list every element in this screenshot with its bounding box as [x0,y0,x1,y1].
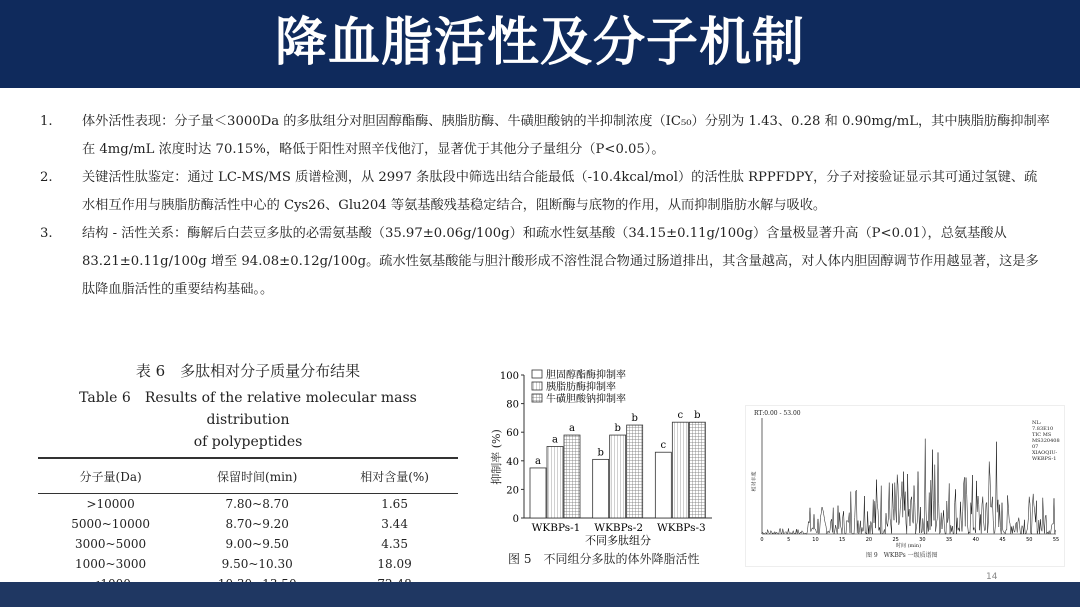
x-tick-label: WKBPs-1 [531,522,581,534]
legend-label: 牛磺胆酸钠抑制率 [546,394,626,405]
bar [530,468,546,518]
bar [655,452,671,518]
y-tick-label: 80 [506,399,519,411]
spectrum-info-label: NL: 7.83E10 TIC MS MS320408 07 XIAOQIU- WKBPS-1 [1032,420,1060,462]
table-cell: 1.65 [381,497,408,511]
bar-chart-svg [488,364,728,550]
bar-significance-letter: b [631,413,638,425]
bar [627,425,643,518]
table-row [38,494,458,515]
table-row [38,534,458,554]
table-cell: 8.70~9.20 [225,517,289,531]
spectrum-x-tick: 5 [787,537,791,543]
legend-swatch [532,382,542,390]
table-cell: 4.35 [381,537,408,551]
y-tick-label: 100 [499,371,519,382]
table-cell: 3.44 [381,517,408,531]
page-number: 14 [986,572,998,582]
footer-bar [0,582,1080,607]
bar-significance-letter: a [552,434,558,446]
mass-distribution-table-block [38,360,458,601]
y-tick-label: 60 [506,428,519,440]
bar [689,422,705,518]
table-caption-cn: 表 6 多肽相对分子质量分布结果 [135,362,361,380]
title-bar [0,0,1080,88]
spectrum-x-tick: 30 [919,537,926,543]
mass-spectrum-figure [745,405,1065,567]
table-cell: 9.00~9.50 [225,537,289,551]
table-row [38,554,458,574]
y-tick-label: 40 [506,456,519,468]
bar [672,422,688,518]
chromatogram-trace [762,439,1056,534]
item-number: 2. [40,170,53,185]
x-tick-label: WKBPs-2 [594,522,644,534]
spectrum-x-tick: 50 [1026,537,1033,543]
spectrum-x-tick: 55 [1052,537,1060,543]
table-caption-en-line1: Table 6 Results of the relative molecular mass distribution [79,390,417,428]
table-header: 相对含量(%) [331,458,458,494]
item-text: 结构 - 活性关系：酶解后白芸豆多肽的必需氨基酸（35.97±0.06g/100g）和疏水性氨基酸（34.15±0.11g/100g）含量极显著升高（P<0.01），总氨基酸从 83.21±0.11g/100g 增至 94.08±0.12g/100g。疏水性氨基酸能与胆汁酸形成不溶性混合物通过肠道排出，其含量越高，对人体内胆固醇调节作用越显著，这是多肽降血脂活性的重要结构基础。。 [82,226,1039,297]
table-header: 保留时间(min) [183,458,331,494]
spectrum-x-tick: 10 [812,537,819,543]
spectrum-x-tick: 0 [760,537,764,543]
bar [593,459,609,518]
item-text: 体外活性表现：分子量＜3000Da 的多肽组分对胆固醇酯酶、胰脂肪酶、牛磺胆酸钠的半抑制浓度（IC₅₀）分别为 1.43、0.28 和 0.90mg/mL，其中胰脂肪酶抑制率在 4mg/mL 浓度时达 70.15%，略低于阳性对照辛伐他汀，显著优于其他分子量组分（P<0.05）。 [82,114,1050,157]
table-cell: 9.50~10.30 [221,557,293,571]
y-tick-label: 20 [506,485,519,497]
spectrum-x-axis-label: 时间 (min) [896,543,922,549]
bar-significance-letter: c [660,440,667,452]
legend-label: 胰脂肪酶抑制率 [546,382,616,393]
bar-significance-letter: a [535,455,541,467]
y-tick-label: 0 [512,514,519,525]
x-axis-label: 不同多肽组分 [585,534,651,547]
list-item [40,164,1050,220]
list-item [40,220,1050,304]
spectrum-x-tick: 35 [945,537,953,543]
list-item [40,108,1050,164]
table-cell: 7.80~8.70 [225,497,289,511]
table-cell: 18.09 [377,557,412,571]
chart-y-axis-label: 抑制率 (%) [489,429,503,485]
bar [564,435,580,518]
x-tick-label: WKBPs-3 [656,522,706,534]
spectrum-x-tick: 15 [838,537,846,543]
legend-swatch [532,394,542,402]
table-header: 分子量(Da) [38,458,183,494]
spectrum-x-tick: 20 [865,537,873,543]
chart-caption: 图 5 不同组分多肽的体外降脂活性 [508,552,700,566]
table-cell: 1000~3000 [75,557,147,571]
bar-significance-letter: a [569,423,575,435]
bullet-list [40,108,1050,304]
table-cell: 3000~5000 [75,537,147,551]
bar-significance-letter: b [694,410,701,422]
spectrum-x-tick: 40 [972,537,980,543]
legend-swatch [532,370,542,378]
bar-significance-letter: b [614,423,621,435]
mass-distribution-table [38,457,458,601]
spectrum-caption: 图 9 WKBPs 一级质谱图 [866,552,938,559]
bar-significance-letter: b [597,447,604,459]
spectrum-x-tick: 45 [999,537,1006,543]
bar-significance-letter: c [677,410,684,422]
item-number: 1. [40,114,53,129]
table-cell: 5000~10000 [71,517,150,531]
item-number: 3. [40,226,53,241]
spectrum-y-axis-label: 相对丰度 [751,471,758,492]
table-caption-en [38,387,458,453]
rt-range-label: RT:0.00 - 53.00 [754,410,801,417]
table-caption-en-line2: of polypeptides [193,434,303,450]
item-text: 关键活性肽鉴定：通过 LC-MS/MS 质谱检测，从 2997 条肽段中筛选出结合能最低（-10.4kcal/mol）的活性肽 RPPFDPY，分子对接验证显示其可通过氢键、疏水相互作用与胰脂肪酶活性中心的 Cys26、Glu204 等氨基酸残基稳定结合，阻断酶与底物的作用，从而抑制脂肪水解与吸收。 [82,170,1038,213]
bar [610,435,626,518]
table-row [38,514,458,534]
bar [547,447,563,519]
inhibition-bar-chart [488,364,728,574]
spectrum-x-tick: 25 [892,537,899,543]
table-cell: >10000 [86,497,135,511]
page-title: 降血脂活性及分子机制 [274,13,805,73]
legend-label: 胆固醇酯酶抑制率 [546,370,626,381]
